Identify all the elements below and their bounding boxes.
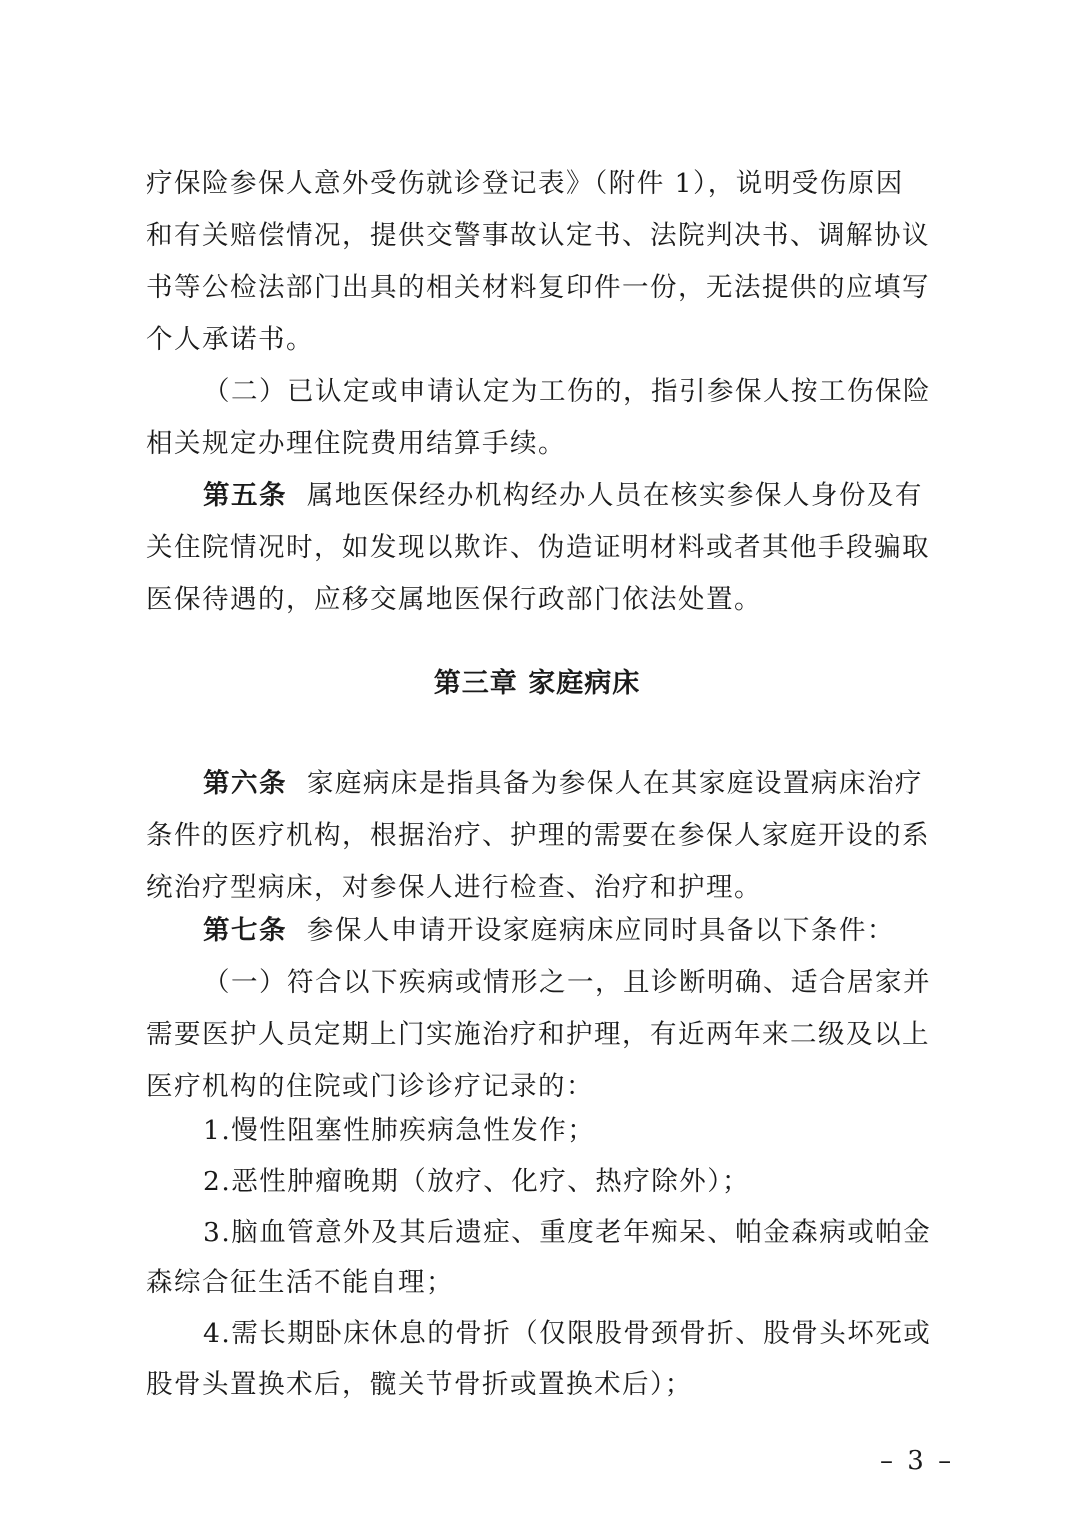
article-label: 第五条	[203, 480, 287, 511]
body-text-line: 个人承诺书。	[146, 324, 314, 355]
body-text-line: （二）已认定或申请认定为工伤的，指引参保人按工伤保险	[203, 376, 931, 407]
article-text: 家庭病床是指具备为参保人在其家庭设置病床治疗	[306, 768, 923, 799]
body-text-line: 和有关赔偿情况，提供交警事故认定书、法院判决书、调解协议	[146, 220, 930, 251]
article-7-line	[203, 911, 1074, 951]
body-text-line: 森综合征生活不能自理；	[146, 1267, 454, 1298]
article-6-line	[203, 764, 1074, 804]
article-label: 第六条	[203, 768, 287, 799]
chapter-heading: 第三章 家庭病床	[433, 668, 641, 699]
list-item: 4.需长期卧床休息的骨折（仅限股骨颈骨折、股骨头坏死或	[203, 1318, 932, 1349]
list-item: 1.慢性阻塞性肺疾病急性发作；	[203, 1115, 596, 1146]
article-label: 第七条	[203, 915, 287, 946]
body-text-line: 医疗机构的住院或门诊诊疗记录的：	[146, 1071, 594, 1102]
body-text-line: 相关规定办理住院费用结算手续。	[146, 428, 566, 459]
body-text-line: 医保待遇的，应移交属地医保行政部门依法处置。	[146, 584, 762, 615]
body-text-line: 需要医护人员定期上门实施治疗和护理，有近两年来二级及以上	[146, 1019, 930, 1050]
body-text-line: （一）符合以下疾病或情形之一，且诊断明确、适合居家并	[203, 967, 931, 998]
body-text-line: 书等公检法部门出具的相关材料复印件一份，无法提供的应填写	[146, 272, 930, 303]
article-text: 参保人申请开设家庭病床应同时具备以下条件：	[306, 915, 895, 946]
list-item: 3.脑血管意外及其后遗症、重度老年痴呆、帕金森病或帕金	[203, 1217, 932, 1248]
list-item: 2.恶性肿瘤晚期（放疗、化疗、热疗除外）；	[203, 1166, 751, 1197]
body-text-line: 疗保险参保人意外受伤就诊登记表》（附件 1），说明受伤原因	[146, 168, 904, 199]
article-5-line	[203, 476, 1074, 516]
page-number: – 3 –	[880, 1446, 955, 1476]
body-text-line: 股骨头置换术后，髋关节骨折或置换术后）；	[146, 1369, 693, 1400]
article-text: 属地医保经办机构经办人员在核实参保人身份及有	[306, 480, 923, 511]
body-text-line: 关住院情况时，如发现以欺诈、伪造证明材料或者其他手段骗取	[146, 532, 930, 563]
body-text-line: 统治疗型病床，对参保人进行检查、治疗和护理。	[146, 872, 762, 903]
body-text-line: 条件的医疗机构，根据治疗、护理的需要在参保人家庭开设的系	[146, 820, 930, 851]
